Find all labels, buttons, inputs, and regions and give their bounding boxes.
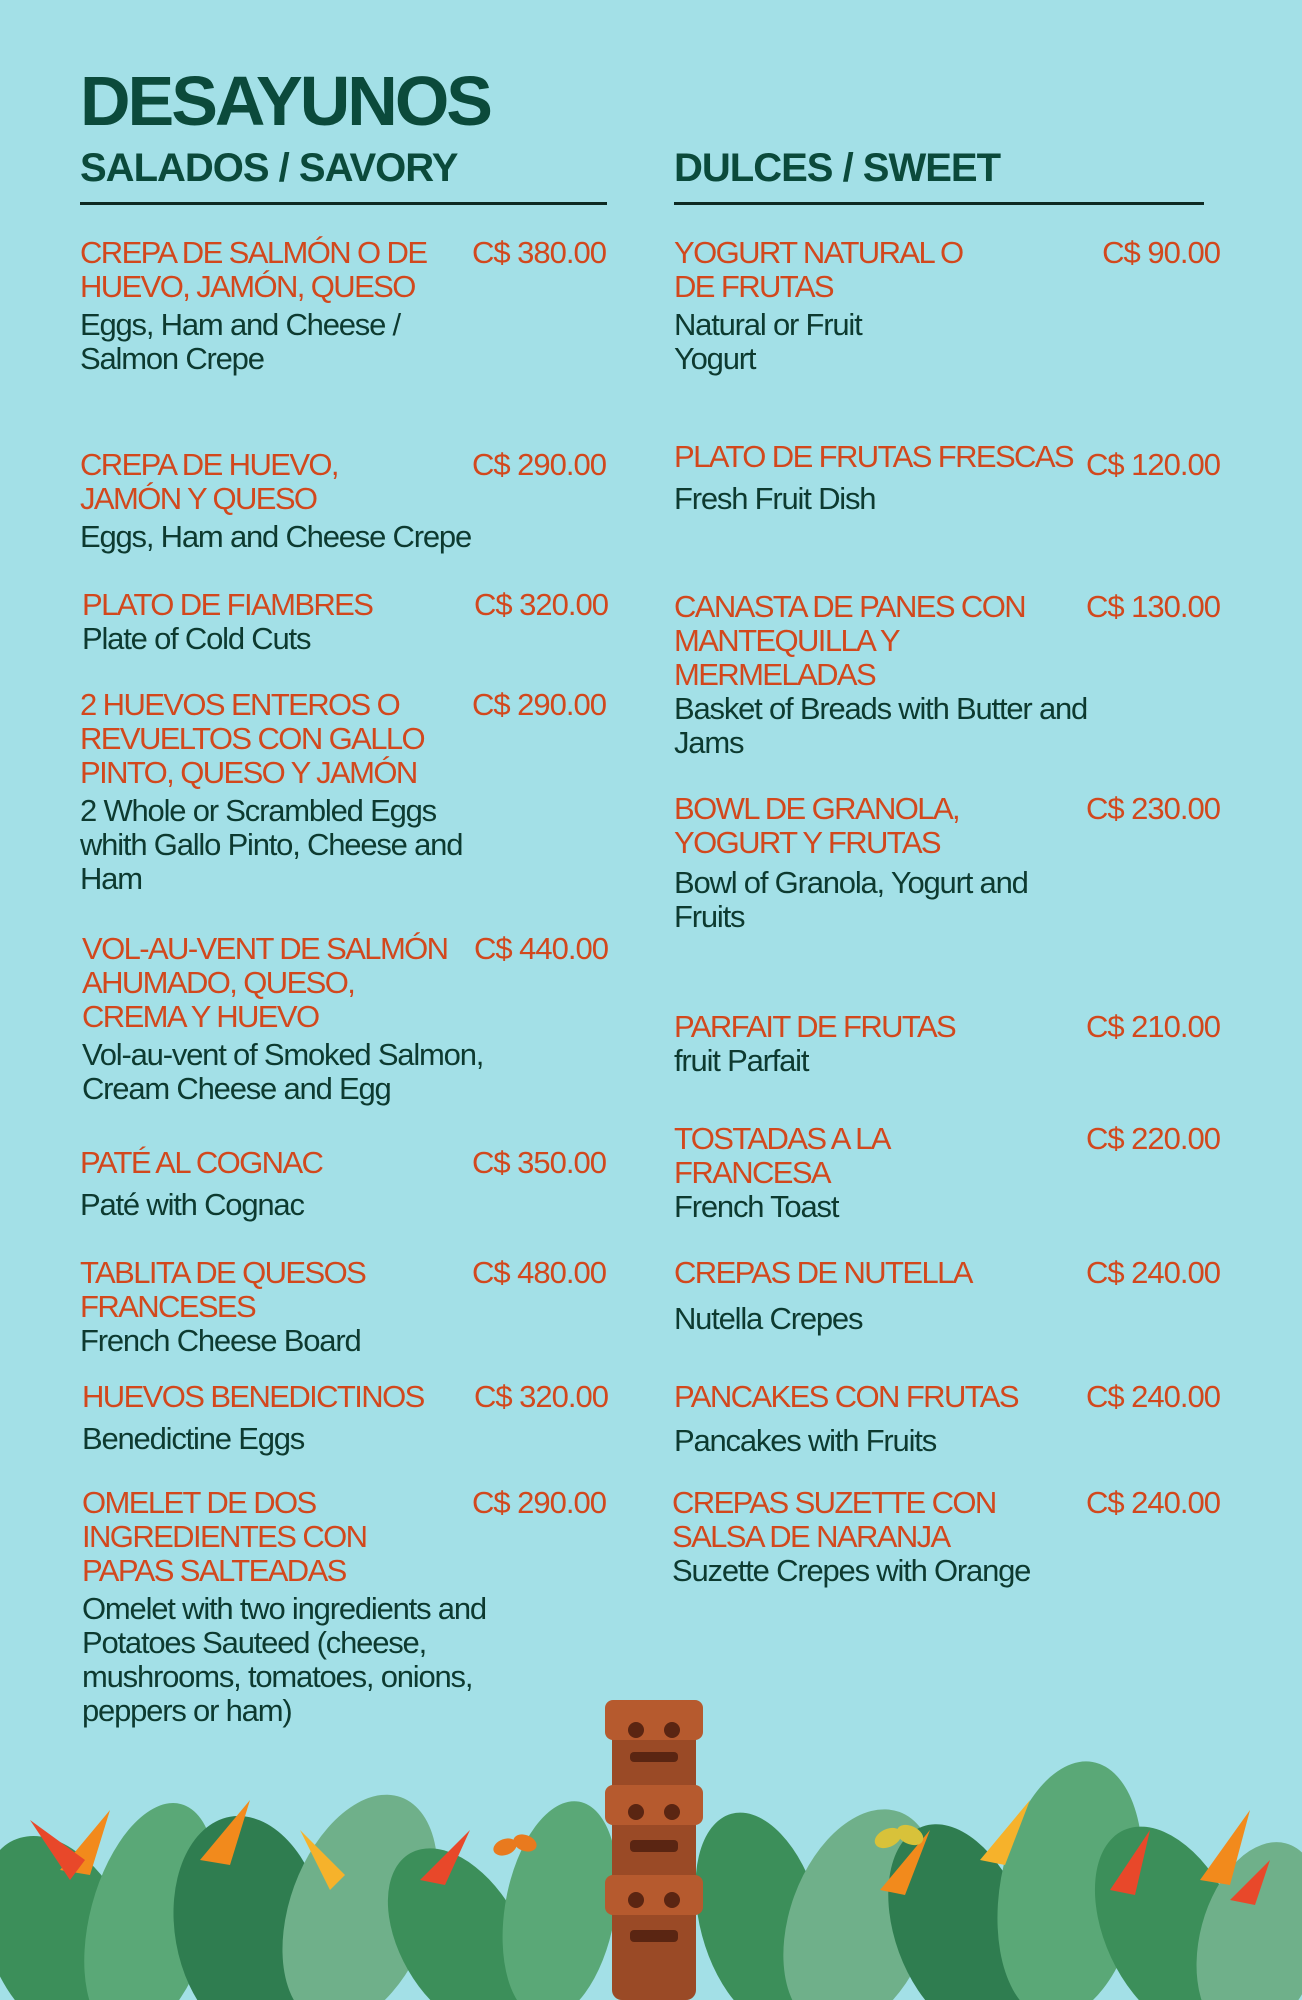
item-name: PLATO DE FRUTAS FRESCAS xyxy=(674,439,1074,474)
item-price: C$ 220.00 xyxy=(1085,1121,1220,1156)
menu-item xyxy=(82,588,608,656)
item-description: Vol-au-vent of Smoked Salmon, Cream Cheese and Egg xyxy=(82,1037,484,1106)
item-price: C$ 240.00 xyxy=(1085,1485,1220,1520)
item-price: C$ 440.00 xyxy=(473,931,608,966)
menu-item xyxy=(82,1380,608,1456)
item-price: C$ 320.00 xyxy=(473,1379,608,1414)
item-price: C$ 290.00 xyxy=(471,1485,606,1520)
item-description: Benedictine Eggs xyxy=(82,1421,305,1456)
item-price: C$ 90.00 xyxy=(1102,235,1220,270)
item-description: Natural or Fruit Yogurt xyxy=(674,307,862,376)
item-price: C$ 290.00 xyxy=(471,687,606,722)
item-name: PARFAIT DE FRUTAS xyxy=(674,1009,956,1044)
menu-title: DESAYUNOS xyxy=(80,62,490,140)
menu-item xyxy=(674,440,1220,516)
item-name: 2 HUEVOS ENTEROS O REVUELTOS CON GALLO PINTO, QUESO Y JAMÓN xyxy=(80,687,425,790)
item-description: 2 Whole or Scrambled Eggs whith Gallo Pinto, Cheese and Ham xyxy=(80,793,463,896)
item-name: CREPA DE SALMÓN O DE HUEVO, JAMÓN, QUESO xyxy=(80,235,427,304)
menu-item xyxy=(80,688,606,896)
totem-icon xyxy=(605,1700,703,2000)
item-price: C$ 130.00 xyxy=(1085,589,1220,624)
savory-heading: SALADOS / SAVORY xyxy=(80,146,458,190)
item-price: C$ 320.00 xyxy=(473,587,608,622)
item-description: Basket of Breads with Butter and Jams xyxy=(674,691,1088,760)
item-name: TOSTADAS A LA FRANCESA xyxy=(674,1121,889,1190)
menu-item xyxy=(674,1122,1220,1224)
item-price: C$ 210.00 xyxy=(1085,1009,1220,1044)
item-name: VOL-AU-VENT DE SALMÓN AHUMADO, QUESO, CREMA Y HUEVO xyxy=(82,931,448,1034)
menu-item xyxy=(672,1486,1220,1588)
item-name: CREPAS DE NUTELLA xyxy=(674,1255,972,1290)
item-description: Fresh Fruit Dish xyxy=(674,481,876,516)
item-name: TABLITA DE QUESOS FRANCESES xyxy=(80,1255,366,1324)
item-price: C$ 290.00 xyxy=(471,447,606,482)
item-name: PLATO DE FIAMBRES xyxy=(82,587,373,622)
item-description: French Cheese Board xyxy=(80,1323,361,1358)
item-name: PANCAKES CON FRUTAS xyxy=(674,1379,1018,1414)
item-description: Nutella Crepes xyxy=(674,1301,863,1336)
item-price: C$ 480.00 xyxy=(471,1255,606,1290)
menu-item xyxy=(674,1010,1220,1078)
sweet-divider xyxy=(674,202,1204,205)
menu-item xyxy=(674,236,1220,376)
menu-item xyxy=(82,932,608,1106)
item-price: C$ 350.00 xyxy=(471,1145,606,1180)
menu-item xyxy=(80,1146,606,1222)
item-description: Pancakes with Fruits xyxy=(674,1423,936,1458)
item-description: Omelet with two ingredients and Potatoes Sauteed (cheese, mushrooms, tomatoes, onions, peppers or ham) xyxy=(82,1591,486,1728)
menu-item xyxy=(674,1256,1220,1336)
item-price: C$ 240.00 xyxy=(1085,1255,1220,1290)
item-price: C$ 380.00 xyxy=(471,235,606,270)
menu-item xyxy=(80,1256,606,1358)
item-name: CREPA DE HUEVO, JAMÓN Y QUESO xyxy=(80,447,338,516)
item-name: HUEVOS BENEDICTINOS xyxy=(82,1379,424,1414)
item-name: CANASTA DE PANES CON MANTEQUILLA Y MERMELADAS xyxy=(674,589,1025,692)
item-description: Bowl of Granola, Yogurt and Fruits xyxy=(674,865,1028,934)
menu-item xyxy=(674,792,1220,934)
item-name: BOWL DE GRANOLA, YOGURT Y FRUTAS xyxy=(674,791,960,860)
menu-item xyxy=(80,236,606,376)
item-name: PATÉ AL COGNAC xyxy=(80,1145,323,1180)
menu-item xyxy=(674,590,1220,760)
item-price: C$ 240.00 xyxy=(1085,1379,1220,1414)
item-description: French Toast xyxy=(674,1189,839,1224)
item-price: C$ 120.00 xyxy=(1085,447,1220,482)
item-name: CREPAS SUZETTE CON SALSA DE NARANJA xyxy=(672,1485,996,1554)
savory-divider xyxy=(80,202,607,205)
tropical-foliage-decoration xyxy=(0,1690,1302,2000)
item-price: C$ 230.00 xyxy=(1085,791,1220,826)
menu-item xyxy=(674,1380,1220,1458)
item-description: fruit Parfait xyxy=(674,1043,809,1078)
sweet-heading: DULCES / SWEET xyxy=(674,146,1001,190)
item-description: Plate of Cold Cuts xyxy=(82,621,311,656)
item-description: Eggs, Ham and Cheese Crepe xyxy=(80,519,471,554)
item-name: OMELET DE DOS INGREDIENTES CON PAPAS SALTEADAS xyxy=(82,1485,367,1588)
item-description: Eggs, Ham and Cheese / Salmon Crepe xyxy=(80,307,400,376)
menu-item xyxy=(80,448,606,554)
item-description: Paté with Cognac xyxy=(80,1187,304,1222)
item-description: Suzette Crepes with Orange xyxy=(672,1553,1031,1588)
item-name: YOGURT NATURAL O DE FRUTAS xyxy=(674,235,963,304)
